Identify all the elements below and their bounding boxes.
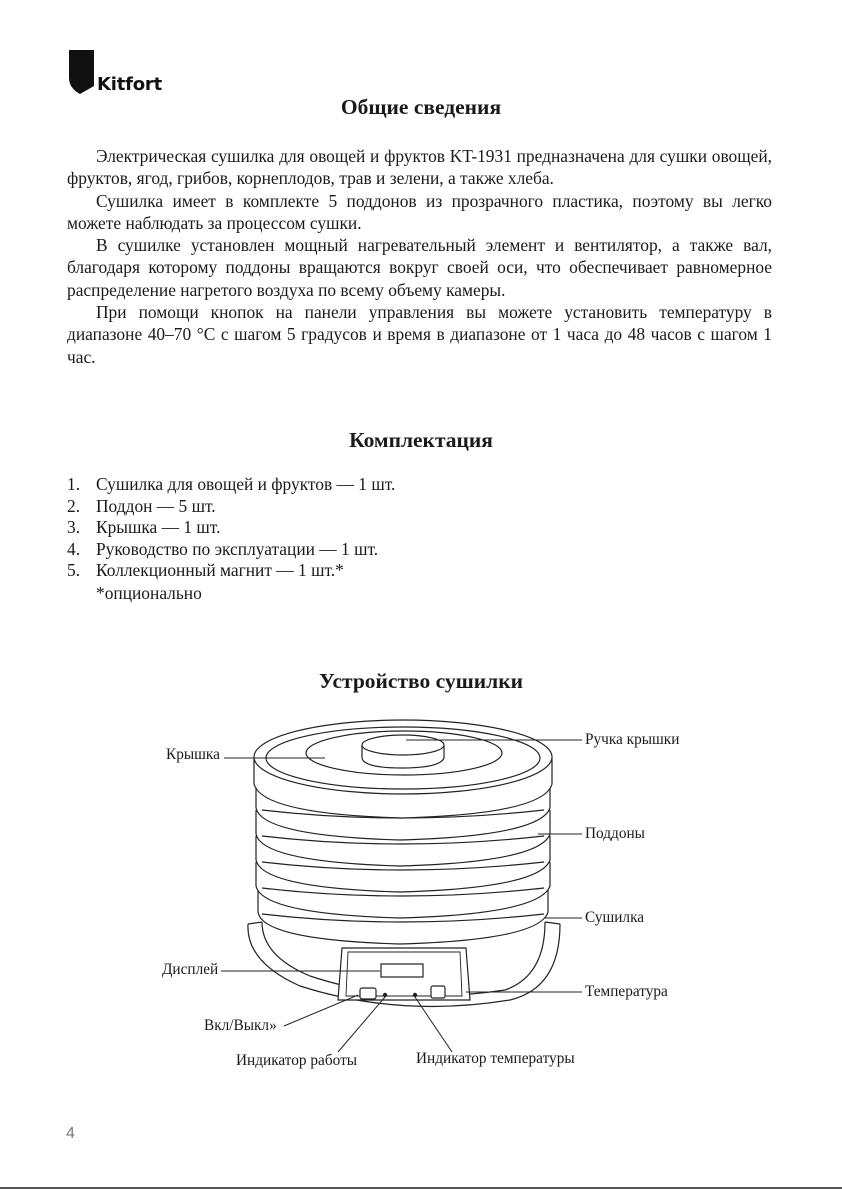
paragraph: При помощи кнопок на панели управления вы можете установить температуру в диапазоне 40–70 °C с шагом 5 градусов и время в диапазоне от 1 часа до 48 часов с шагом 1 час. (67, 302, 772, 367)
list-item (67, 474, 395, 496)
dryer-illustration (0, 700, 842, 1100)
temperature-button (431, 986, 445, 998)
dryer-diagram (0, 700, 842, 1100)
label-temperature: Температура (585, 983, 668, 1000)
device-section-title: Устройство сушилки (319, 669, 523, 693)
list-item (67, 560, 395, 582)
dryer-lid (254, 720, 552, 818)
label-lid: Крышка (166, 746, 220, 763)
optional-note: *опционально (96, 583, 202, 603)
list-item-number: 4. (67, 538, 81, 559)
label-dryer: Сушилка (585, 909, 645, 926)
list-item-number: 2. (67, 495, 81, 516)
list-item (67, 517, 395, 539)
contents-section-title: Комплектация (349, 428, 493, 452)
general-section-body (67, 145, 772, 368)
page-number: 4 (66, 1125, 75, 1142)
label-display: Дисплей (162, 961, 219, 978)
label-trays: Поддоны (585, 825, 645, 842)
paragraph: Электрическая сушилка для овощей и фруктов KT-1931 предназначена для сушки овощей, фруктов, ягод, грибов, корнеплодов, трав и зелени, а также хлеба. (67, 146, 772, 189)
display-screen (381, 964, 423, 977)
bottom-rule (0, 1187, 842, 1189)
label-power: Вкл/Выкл» (204, 1017, 277, 1034)
list-item-number: 5. (67, 560, 81, 581)
list-item-text: Поддон — 5 шт. (96, 495, 216, 516)
list-item-number: 1. (67, 474, 81, 494)
list-item-text: Крышка — 1 шт. (96, 517, 221, 538)
paragraph: Сушилка имеет в комплекте 5 поддонов из прозрачного пластика, поэтому вы легко можете наблюдать за процессом сушки. (67, 190, 772, 233)
control-panel (338, 948, 470, 1000)
list-item (67, 539, 395, 561)
list-item (67, 496, 395, 518)
list-item-text: Коллекционный магнит — 1 шт.* (96, 560, 344, 581)
label-work-indicator: Индикатор работы (236, 1052, 358, 1069)
paragraph: В сушилке установлен мощный нагревательный элемент и вентилятор, а также вал, благодаря которому поддоны вращаются вокруг своей оси, что обеспечивает равномерное распределение нагретого воздуха по всему объему камеры. (67, 235, 772, 300)
list-item-text: Сушилка для овощей и фруктов — 1 шт. (96, 474, 396, 494)
label-temp-indicator: Индикатор температуры (416, 1050, 575, 1067)
list-item-text: Руководство по эксплуатации — 1 шт. (96, 538, 379, 559)
list-item-number: 3. (67, 517, 81, 538)
contents-list (67, 474, 395, 582)
kitfort-logo-text: Kitfort (97, 74, 163, 95)
power-button (360, 988, 376, 999)
label-lid-handle: Ручка крышки (585, 731, 680, 748)
general-section-title: Общие сведения (340, 95, 502, 119)
